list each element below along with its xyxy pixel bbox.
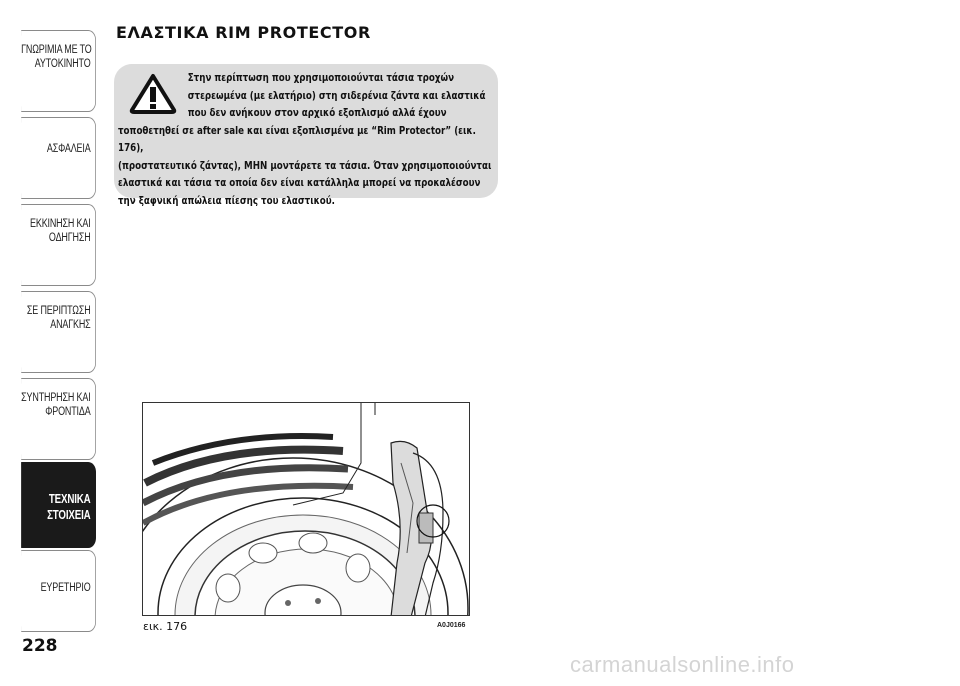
tire-rim-protector-illustration [142,402,470,616]
tab-label-line: ΕΚΚΙΝΗΣΗ ΚΑΙ [30,218,91,230]
page-number: 228 [22,636,58,656]
warning-line: (προστατευτικό ζάντας), ΜΗΝ μοντάρετε τα τάσια. Όταν χρησιμοποιούνται [118,159,492,172]
tab-label-line: ΣΥΝΤΗΡΗΣΗ ΚΑΙ [21,392,91,404]
warning-line: τοποθετηθεί σε after sale και είναι εξοπλισμένα με “Rim Protector” (εικ. 176), [118,124,476,154]
warning-box [114,64,498,207]
tab-label-line: ΑΣΦΑΛΕΙΑ [46,143,91,155]
figure-code: A0J0166 [437,622,466,629]
warning-line: που δεν ανήκουν στον αρχικό εξοπλισμό αλλά έχουν [187,107,447,119]
tab-label-line: ΣΕ ΠΕΡΙΠΤΩΣΗ [26,305,91,317]
tab-emergency[interactable] [21,291,96,373]
tab-index[interactable] [21,550,96,632]
tab-label-line: ΑΥΤΟΚΙΝΗΤΟ [34,58,91,70]
figure-caption: εικ. 176 [143,620,188,633]
watermark: carmanualsonline.info [570,652,795,677]
warning-line: ελαστικά και τάσια τα οποία δεν είναι κατάλληλα μπορεί να προκαλέσουν [118,177,481,189]
tab-label-line: ΤΕΧΝΙΚΑ [48,492,91,506]
warning-line: Στην περίπτωση που χρησιμοποιούνται τάσια τροχών [187,72,455,84]
tab-starting-driving[interactable] [21,204,96,286]
tab-label-line: ΣΤΟΙΧΕΙΑ [47,508,91,522]
tab-maintenance-care[interactable] [21,378,96,460]
tab-safety[interactable] [21,117,96,199]
tab-label-line: ΕΥΡΕΤΗΡΙΟ [40,582,91,594]
warning-text [118,70,500,210]
tab-getting-to-know-car[interactable] [21,30,96,112]
warning-line: την ξαφνική απώλεια πίεσης του ελαστικού. [118,194,335,207]
tire-drawing [143,403,470,616]
warning-line: στερεωμένα (με ελατήριο) στη σιδερένια ζάντα και ελαστικά [187,89,486,102]
tab-label-line: ΑΝΑΓΚΗΣ [50,319,91,331]
tab-label-line: ΦΡΟΝΤΙΔΑ [45,406,91,418]
tab-technical-data[interactable] [21,462,96,548]
tab-label-line: ΓΝΩΡΙΜΙΑ ΜΕ ΤΟ [21,44,92,56]
section-title: ΕΛΑΣΤΙΚΑ RIM PROTECTOR [116,23,371,42]
tab-label-line: ΟΔΗΓΗΣΗ [48,232,91,244]
